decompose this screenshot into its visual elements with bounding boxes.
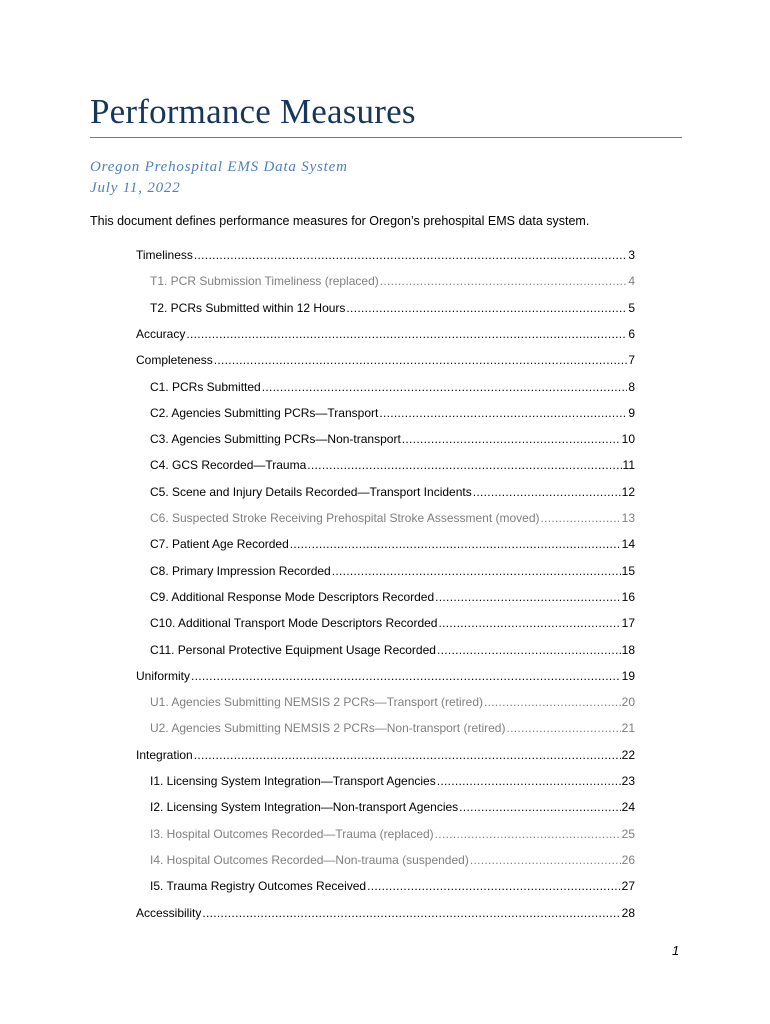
toc-dot-leader xyxy=(435,588,620,606)
toc-entry-page-number: 25 xyxy=(621,827,635,841)
toc-dot-leader xyxy=(290,535,621,553)
toc-entry-page-number: 5 xyxy=(628,301,635,315)
toc-entry-label: T1. PCR Submission Timeliness (replaced) xyxy=(150,274,379,288)
toc-entry-page-number: 27 xyxy=(621,879,635,893)
toc-dot-leader xyxy=(473,483,621,501)
toc-entry-label: I4. Hospital Outcomes Recorded—Non-trauma (suspended) xyxy=(150,853,469,867)
toc-entry-label: C10. Additional Transport Mode Descriptors Recorded xyxy=(150,616,438,630)
title-rule xyxy=(90,137,682,138)
toc-dot-leader xyxy=(262,378,628,396)
toc-dot-leader xyxy=(307,456,621,474)
toc-dot-leader xyxy=(435,825,621,843)
toc-dot-leader xyxy=(186,325,627,343)
toc-dot-leader xyxy=(506,719,620,737)
toc-entry-page-number: 22 xyxy=(621,748,635,762)
intro-paragraph: This document defines performance measures for Oregon’s prehospital EMS data system. xyxy=(90,214,590,228)
toc-entry[interactable] xyxy=(150,299,635,317)
toc-dot-leader xyxy=(332,562,621,580)
toc-entry-page-number: 6 xyxy=(628,327,635,341)
toc-entry-page-number: 17 xyxy=(621,616,635,630)
toc-entry-page-number: 26 xyxy=(621,853,635,867)
toc-entry-label: I5. Trauma Registry Outcomes Received xyxy=(150,879,367,893)
toc-dot-leader xyxy=(459,798,620,816)
toc-dot-leader xyxy=(541,509,621,527)
toc-entry-label: Accessibility xyxy=(136,906,202,920)
toc-entry-page-number: 28 xyxy=(621,906,635,920)
toc-entry-page-number: 9 xyxy=(628,406,635,420)
toc-dot-leader xyxy=(346,299,627,317)
toc-entry[interactable] xyxy=(150,588,635,606)
toc-entry-label: I1. Licensing System Integration—Transport Agencies xyxy=(150,774,436,788)
toc-dot-leader xyxy=(202,904,620,922)
toc-entry-page-number: 24 xyxy=(621,800,635,814)
toc-entry-label: C1. PCRs Submitted xyxy=(150,380,261,394)
toc-entry-page-number: 16 xyxy=(621,590,635,604)
toc-dot-leader xyxy=(194,746,621,764)
toc-entry-label: I2. Licensing System Integration—Non-transport Agencies xyxy=(150,800,459,814)
toc-dot-leader xyxy=(470,851,621,869)
toc-entry-label: C11. Personal Protective Equipment Usage Recorded xyxy=(150,643,436,657)
toc-entry[interactable] xyxy=(150,693,635,711)
toc-entry[interactable] xyxy=(136,746,635,764)
toc-entry[interactable] xyxy=(150,772,635,790)
toc-entry-page-number: 8 xyxy=(628,380,635,394)
toc-dot-leader xyxy=(379,404,627,422)
toc-entry-label: C2. Agencies Submitting PCRs—Transport xyxy=(150,406,379,420)
toc-entry-page-number: 23 xyxy=(621,774,635,788)
toc-entry-label: T2. PCRs Submitted within 12 Hours xyxy=(150,301,346,315)
toc-entry-page-number: 13 xyxy=(621,511,635,525)
toc-entry-page-number: 3 xyxy=(628,248,635,262)
toc-dot-leader xyxy=(437,772,621,790)
toc-entry[interactable] xyxy=(150,456,635,474)
toc-dot-leader xyxy=(214,351,628,369)
toc-dot-leader xyxy=(380,272,628,290)
toc-entry[interactable] xyxy=(150,378,635,396)
toc-entry-page-number: 19 xyxy=(621,669,635,683)
toc-dot-leader xyxy=(484,693,621,711)
toc-entry-label: C6. Suspected Stroke Receiving Prehospital Stroke Assessment (moved) xyxy=(150,511,540,525)
toc-entry-label: U2. Agencies Submitting NEMSIS 2 PCRs—Non-transport (retired) xyxy=(150,721,506,735)
toc-entry[interactable] xyxy=(150,719,635,737)
toc-entry-label: Integration xyxy=(136,748,193,762)
toc-entry[interactable] xyxy=(136,325,635,343)
toc-entry-label: C3. Agencies Submitting PCRs—Non-transport xyxy=(150,432,401,446)
toc-entry-page-number: 20 xyxy=(621,695,635,709)
document-title: Performance Measures xyxy=(90,92,416,131)
toc-entry[interactable] xyxy=(136,246,635,264)
toc-dot-leader xyxy=(402,430,621,448)
toc-entry-page-number: 21 xyxy=(621,721,635,735)
toc-entry-label: C5. Scene and Injury Details Recorded—Transport Incidents xyxy=(150,485,472,499)
toc-entry-page-number: 7 xyxy=(628,353,635,367)
toc-entry-label: C4. GCS Recorded—Trauma xyxy=(150,458,307,472)
toc-entry-page-number: 12 xyxy=(621,485,635,499)
toc-entry[interactable] xyxy=(150,614,635,632)
toc-dot-leader xyxy=(367,877,621,895)
toc-entry[interactable] xyxy=(150,562,635,580)
toc-entry-label: C9. Additional Response Mode Descriptors Recorded xyxy=(150,590,435,604)
toc-entry-label: Timeliness xyxy=(136,248,193,262)
toc-entry[interactable] xyxy=(150,272,635,290)
toc-dot-leader xyxy=(437,641,621,659)
toc-entry[interactable] xyxy=(150,851,635,869)
toc-dot-leader xyxy=(191,667,621,685)
toc-entry-label: I3. Hospital Outcomes Recorded—Trauma (replaced) xyxy=(150,827,434,841)
toc-entry[interactable] xyxy=(136,904,635,922)
toc-entry-page-number: 15 xyxy=(621,564,635,578)
toc-entry[interactable] xyxy=(150,877,635,895)
toc-dot-leader xyxy=(194,246,627,264)
toc-entry[interactable] xyxy=(150,404,635,422)
toc-entry-page-number: 4 xyxy=(628,274,635,288)
toc-entry[interactable] xyxy=(136,667,635,685)
document-subtitle: Oregon Prehospital EMS Data System xyxy=(90,159,348,175)
toc-dot-leader xyxy=(438,614,620,632)
toc-entry[interactable] xyxy=(150,798,635,816)
toc-entry[interactable] xyxy=(136,351,635,369)
toc-entry-label: C8. Primary Impression Recorded xyxy=(150,564,331,578)
toc-entry[interactable] xyxy=(150,641,635,659)
toc-entry-label: Accuracy xyxy=(136,327,186,341)
page-number: 1 xyxy=(672,943,680,958)
toc-entry[interactable] xyxy=(150,483,635,501)
toc-entry-page-number: 10 xyxy=(621,432,635,446)
toc-entry-page-number: 18 xyxy=(621,643,635,657)
toc-entry-label: C7. Patient Age Recorded xyxy=(150,537,289,551)
toc-entry-label: U1. Agencies Submitting NEMSIS 2 PCRs—Transport (retired) xyxy=(150,695,484,709)
toc-entry-page-number: 14 xyxy=(621,537,635,551)
document-date: July 11, 2022 xyxy=(90,180,181,196)
toc-entry[interactable] xyxy=(150,825,635,843)
toc-entry[interactable] xyxy=(150,535,635,553)
toc-entry[interactable] xyxy=(150,509,635,527)
toc-entry-label: Uniformity xyxy=(136,669,191,683)
toc-entry-label: Completeness xyxy=(136,353,213,367)
toc-entry-page-number: 11 xyxy=(622,458,635,472)
toc-entry[interactable] xyxy=(150,430,635,448)
